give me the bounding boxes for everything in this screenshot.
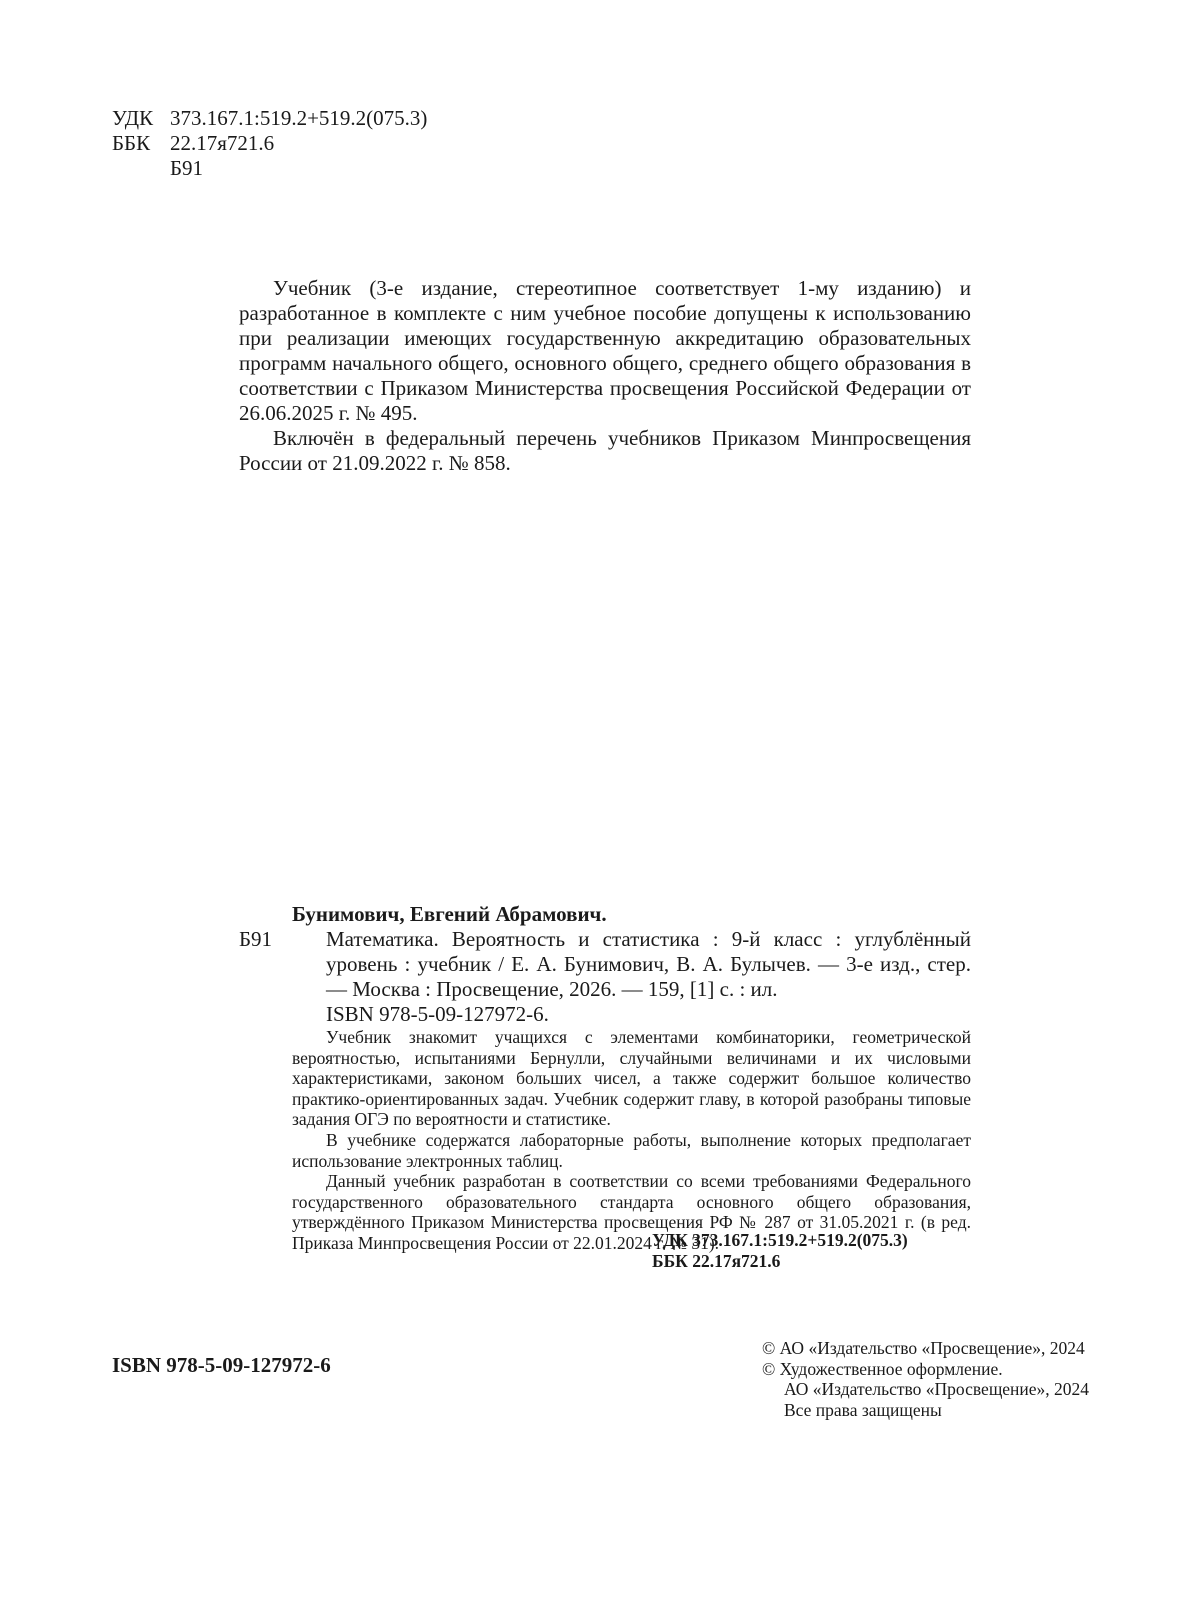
udk-value: 373.167.1:519.2+519.2(075.3) <box>170 106 428 130</box>
copyright-line: АО «Издательство «Просвещение», 2024 <box>784 1379 1090 1400</box>
card-isbn: ISBN 978-5-09-127972-6. <box>326 1002 549 1026</box>
card-author-heading: Бунимович, Евгений Абрамович. <box>292 902 607 926</box>
card-bibliographic-description: Математика. Вероятность и статистика : 9-й класс : углублённый уровень : учебник / Е. А. Бунимович, В. А. Булычев. — 3-е изд., стер. — Москва : Просвещение, 2026. — 159, [1] с. : ил. <box>326 927 971 1001</box>
udk-label: УДК <box>112 106 154 130</box>
card-author-mark: Б91 <box>239 927 273 951</box>
annotation-paragraph: Данный учебник разработан в соответствии со всеми требованиями Федерального государственного образовательного стандарта основного общего образования, утверждённого Приказом Министерства просвещения РФ № 287 от 31.05.2021 г. (в ред. Приказа Минпросвещения России от 22.01.2024 г. № 31). <box>292 1171 971 1253</box>
card-udk: УДК 373.167.1:519.2+519.2(075.3) <box>652 1230 908 1250</box>
bbk-row <box>112 131 427 156</box>
author-mark: Б91 <box>170 156 204 180</box>
approval-paragraph-1: Учебник (3-е издание, стереотипное соответствует 1-му изданию) и разработанное в комплекте с ним учебное пособие допущены к использованию при реализации имеющих государственную аккредитацию образовательных программ начального общего, основного общего, среднего общего образования в соответствии с Приказом Министерства просвещения Российской Федерации от 26.06.2025 г. № 495. <box>239 276 971 425</box>
footer-isbn: ISBN 978-5-09-127972-6 <box>112 1353 331 1377</box>
copyright-line: © АО «Издательство «Просвещение», 2024 <box>762 1338 1085 1358</box>
card-classification <box>652 1230 908 1271</box>
approval-statement <box>239 276 971 476</box>
card-bbk: ББК 22.17я721.6 <box>652 1250 781 1271</box>
copyright-block <box>762 1338 1089 1420</box>
author-mark-row <box>112 156 427 181</box>
approval-paragraph-2: Включён в федеральный перечень учебников Приказом Минпросвещения России от 21.09.2022 г. № 858. <box>239 426 971 475</box>
annotation-paragraph: В учебнике содержатся лабораторные работы, выполнение которых предполагает использование электронных таблиц. <box>292 1129 971 1171</box>
bbk-value: 22.17я721.6 <box>170 131 275 155</box>
card-annotation <box>292 1027 971 1254</box>
bbk-label: ББК <box>112 131 151 155</box>
rights-reserved: Все права защищены <box>784 1399 942 1420</box>
udk-row <box>112 106 427 131</box>
annotation-paragraph: Учебник знакомит учащихся с элементами комбинаторики, геометрической вероятностью, испытаниями Бернулли, случайными величинами и их числовыми характеристиками, законом больших чисел, а также содержит большое количество практико-ориентированных задач. Учебник содержит главу, в которой разобраны типовые задания ОГЭ по вероятности и статистике. <box>292 1027 971 1130</box>
classification-codes <box>112 106 427 181</box>
copyright-line: © Художественное оформление. <box>762 1358 1003 1379</box>
